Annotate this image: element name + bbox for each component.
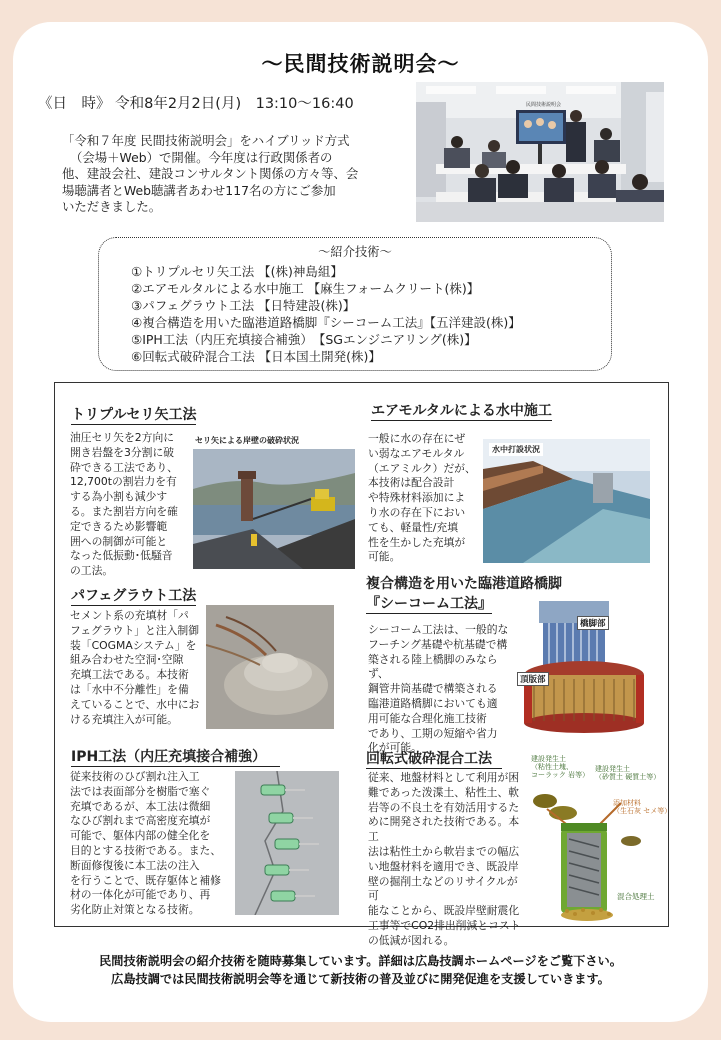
rotary-label-mixed: 混合処理土 [617,892,655,901]
seacomb-pier-label: 橋脚部 [577,616,609,630]
technology-list-box [98,237,612,371]
rotary-label-additive: 添加材料 （生石灰 セメ等） [613,799,672,815]
technology-details-panel [54,382,672,947]
air-mortar-description: 一般に水の存在にぜ い弱なエアモルタル （エアミルク）だが、 本技術は配合設計 や特殊材料添加によ り水の存在下におい ても、軽量性/充填 性を生かした充填が 可能。 [368,432,476,564]
iph-photo [235,771,339,915]
triple-seriya-photo-caption: セリ矢による岸壁の破砕状況 [195,436,299,445]
pafe-grout-photo [206,605,334,729]
intro-line: 他、建設会社、建設コンサルタント関係の方々等、会 [62,166,359,182]
pafe-grout-section-title: パフェグラウト工法 [71,588,197,604]
technology-list-item: ③パフェグラウト工法 【日特建設(株)】 [131,298,356,313]
rotary-label-sand: 建設発生土 （砂質土 硬質土等） [595,765,661,781]
technology-list-item: ④複合構造を用いた臨港道路橋脚『シーコーム工法』【五洋建設(株)】 [131,315,521,330]
iph-section-title: IPH工法（内圧充填接合補強） [71,746,280,766]
technology-list-heading: ～紹介技術～ [318,245,392,259]
event-date: 《日 時》 令和8年2月2日(月) 13:10～16:40 [38,96,354,112]
intro-line: 「令和７年度 民間技術説明会」をハイブリッド方式 [62,133,350,148]
footer-line-1: 民間技術説明会の紹介技術を随時募集しています。詳細は広島技調ホームページをご覧下さい。 [99,954,622,968]
seacomb-section-title: 複合構造を用いた臨港道路橋脚 『シーコーム工法』 [366,576,562,612]
screen-caption: 民間技術説明会 [526,102,562,108]
air-mortar-photo [483,439,650,563]
intro-line: （会場＋Web）で開催。今年度は行政関係者の [70,149,333,165]
technology-list-item: ⑤IPH工法（内圧充填接合補強） 【SGエンジニアリング(株)】 [131,332,477,347]
page-title: ～民間技術説明会～ [261,52,460,76]
intro-paragraph [62,133,374,216]
seacomb-description: シーコーム工法は、一般的な フーチング基礎や杭基礎で構 築される陸上橋脚のみならず、 鋼管井筒基礎で構築される 臨港道路橋脚においても適 用可能な合理化施工技術 であり、工期の短縮や省力 化が可能。 [368,623,509,755]
triple-seriya-section-title: トリプルセリ矢工法 [71,407,197,423]
technology-list [131,263,521,365]
technology-list-item: ⑥回転式破砕混合工法 【日本国土開発(株)】 [131,349,381,364]
rotary-label-clay: 建設発生土 （粘性土塊、 コーラック 岩等） [531,755,590,779]
technology-list-item: ①トリプルセリ矢工法 【(株)神島組】 [131,264,343,279]
footer-line-2: 広島技調では民間技術説明会等を通じて新技術の普及並びに開発促進を支援していきます。 [111,972,610,986]
intro-line: いただきました。 [62,199,162,215]
triple-seriya-photo [193,435,355,569]
triple-seriya-description: 油圧セリ矢を2方向に 開き岩盤を3分割に破 砕できる工法であり、 12,700tの割岩力を有 する為小割も減少す る。また割岩方向を確 定できるため影響範 囲への制御が可能と なった低振動･低騒音 の工法。 [70,431,178,578]
air-mortar-section-title: エアモルタルによる水中施工 [371,403,552,419]
technology-list-item: ②エアモルタルによる水中施工 【麻生フォームクリート(株)】 [131,281,480,296]
air-mortar-photo-caption: 水中打設状況 [489,443,543,456]
rotary-section-title: 回転式破砕混合工法 [366,748,502,768]
rotary-diagram [525,753,672,923]
iph-description: 従来技術のひび割れ注入工 法では表面部分を樹脂で塞ぐ 充填であるが、本工法は微細 なひび割れまで高密度充填が 可能で、躯体内部の健全化を 目的とする技術である。また、 断面修復後に本工法の注入 を行うことで、既存躯体と補修 材の一体化が可能であり、再 劣化防止対策となる技術。 [70,770,222,917]
intro-line: 場聴講者とWeb聴講者あわせ117名の方にご参加 [62,182,336,198]
seacomb-slab-label: 頂版部 [517,672,549,686]
seacomb-diagram [519,599,656,733]
pafe-grout-description: セメント系の充填材「パ フェグラウト」と注入制御 装「COGMAシステム」を 組み合わせた空洞･空隙 充填工法である。本技術 は「水中不分離性」を備 えていることで、水中にお ける充填注入が可能。 [70,609,200,726]
seminar-photo [416,82,664,222]
rotary-description: 従来、地盤材料として利用が困 難であった泼渫土、粘性土、軟 岩等の不良土を有効活用するた めに開発された技術である。本工 法は粘性土から軟岩までの幅広 い地盤材料を適用でき、既設岸 壁の掘削土などのリサイクルが可 能なことから、既設岸壁耐震化 工事等でCO2排出削減とコスト の低減が図れる。 [368,771,521,947]
